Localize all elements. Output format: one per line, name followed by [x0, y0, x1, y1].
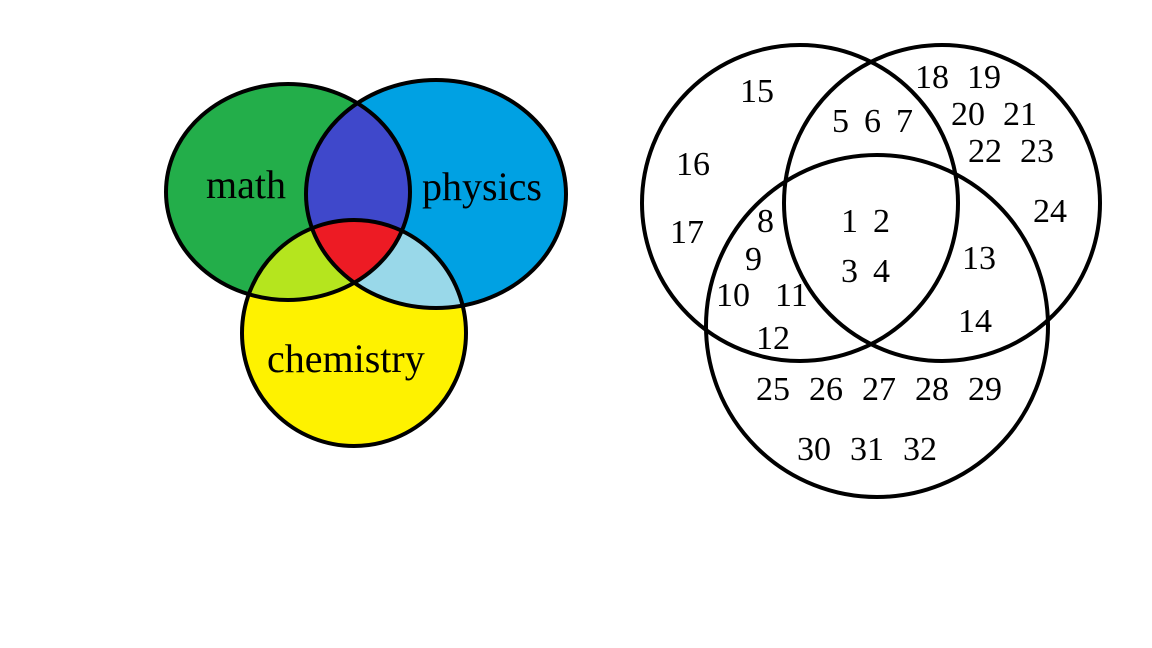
region-number-22: 22	[968, 133, 1002, 170]
region-number-16: 16	[676, 146, 710, 183]
region-numbers	[670, 59, 1067, 468]
colored-venn-diagram	[166, 80, 566, 446]
region-number-14: 14	[958, 303, 992, 340]
region-number-24: 24	[1033, 193, 1067, 230]
region-number-21: 21	[1003, 96, 1037, 133]
region-number-11: 11	[775, 277, 808, 314]
region-number-7: 7	[896, 103, 913, 140]
region-number-13: 13	[962, 240, 996, 277]
region-number-27: 27	[862, 371, 896, 408]
region-number-19: 19	[967, 59, 1001, 96]
region-number-32: 32	[903, 431, 937, 468]
region-number-17: 17	[670, 214, 704, 251]
chemistry-label: chemistry	[267, 336, 425, 381]
physics-label: physics	[422, 164, 542, 209]
region-number-4: 4	[873, 253, 890, 290]
region-number-31: 31	[850, 431, 884, 468]
region-number-12: 12	[756, 320, 790, 357]
region-number-3: 3	[841, 253, 858, 290]
region-number-26: 26	[809, 371, 843, 408]
region-number-5: 5	[832, 103, 849, 140]
region-number-6: 6	[864, 103, 881, 140]
region-number-8: 8	[757, 203, 774, 240]
region-number-9: 9	[745, 241, 762, 278]
region-number-15: 15	[740, 73, 774, 110]
region-number-18: 18	[915, 59, 949, 96]
region-number-30: 30	[797, 431, 831, 468]
region-number-29: 29	[968, 371, 1002, 408]
region-number-25: 25	[756, 371, 790, 408]
region-number-1: 1	[841, 203, 858, 240]
region-number-23: 23	[1020, 133, 1054, 170]
region-number-20: 20	[951, 96, 985, 133]
math-label: math	[206, 162, 286, 207]
region-number-28: 28	[915, 371, 949, 408]
region-number-10: 10	[716, 277, 750, 314]
numbered-venn-diagram	[642, 45, 1100, 497]
region-number-2: 2	[873, 203, 890, 240]
